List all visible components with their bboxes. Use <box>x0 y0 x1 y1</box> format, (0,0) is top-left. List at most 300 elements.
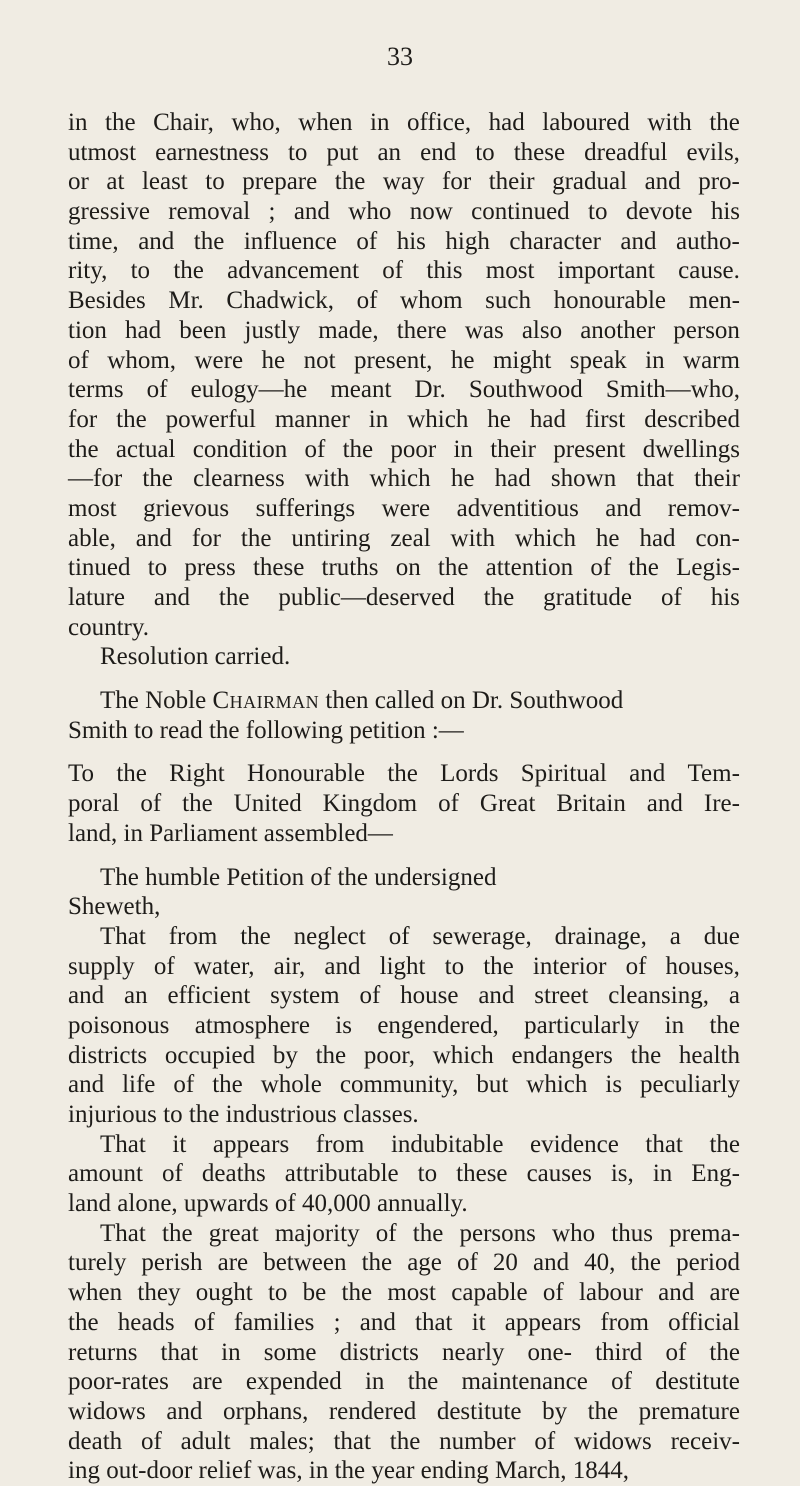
text-line <box>68 1159 740 1189</box>
word: and <box>646 790 683 818</box>
word: gratitude <box>543 584 633 611</box>
word: in <box>652 1160 673 1188</box>
word: their <box>490 435 537 463</box>
word: their <box>488 168 535 196</box>
word: these <box>456 1160 508 1188</box>
word: there <box>396 316 447 344</box>
word: of <box>356 227 378 255</box>
word: which <box>407 405 469 433</box>
word: one- <box>527 1338 572 1366</box>
word: of <box>611 1368 632 1396</box>
word: he <box>595 524 620 552</box>
word: warm <box>683 346 740 374</box>
word: health <box>678 1041 740 1069</box>
word: due <box>703 922 740 950</box>
word: able, <box>68 524 116 552</box>
word: rendered <box>328 1397 417 1425</box>
text-line <box>68 1397 740 1427</box>
word: of <box>162 1160 183 1188</box>
word: they <box>137 1279 181 1307</box>
word: age <box>407 1249 442 1277</box>
text-line <box>68 346 740 376</box>
word: these <box>513 138 566 166</box>
word: the <box>361 1249 393 1277</box>
word: the <box>407 1368 439 1396</box>
sheweth-line: Sheweth, <box>68 893 161 921</box>
word: also <box>521 316 563 344</box>
word: of <box>388 922 410 950</box>
word: are <box>192 1368 223 1396</box>
word: whole <box>260 1071 322 1099</box>
word: his <box>396 227 426 255</box>
word: 20 <box>492 1249 518 1277</box>
word: tion <box>68 316 107 344</box>
word: and <box>658 1279 695 1307</box>
word: capable <box>451 1279 528 1307</box>
chairman-line-2: Smith to read the following petition :— <box>68 716 464 744</box>
word: the <box>709 1338 740 1366</box>
word: the <box>709 1130 740 1158</box>
word: ; <box>333 1308 341 1336</box>
word: efficient <box>167 982 251 1010</box>
word: water, <box>193 952 255 980</box>
word: he <box>261 346 286 374</box>
word: —for <box>68 465 123 493</box>
word: to <box>147 554 168 582</box>
word: That <box>100 1130 146 1158</box>
text-line <box>68 583 740 613</box>
word: the <box>334 168 366 196</box>
word: of <box>68 346 89 374</box>
word: attention <box>485 554 574 582</box>
word: and <box>68 1071 105 1099</box>
word: put <box>326 138 359 166</box>
word: sewerage, <box>432 922 532 950</box>
word: Tem- <box>687 760 740 788</box>
word: That <box>100 1219 146 1247</box>
word: destitute <box>436 1397 522 1425</box>
word: Southwood <box>468 376 583 404</box>
word: nearly <box>441 1338 505 1366</box>
word: life <box>122 1071 156 1099</box>
word: from <box>315 1130 365 1158</box>
word: ought <box>195 1279 253 1307</box>
word: is <box>605 1071 623 1099</box>
word: removal <box>168 198 251 226</box>
text-line <box>68 789 740 819</box>
line-text: land alone, upwards of 40,000 annually. <box>68 1190 468 1218</box>
word: time, <box>68 227 119 255</box>
word: from <box>600 1308 649 1336</box>
word: some <box>263 1338 317 1366</box>
line-text: ing out-door relief was, in the year ending March, 1844, <box>68 1457 629 1485</box>
word: the <box>483 952 514 980</box>
word: Kingdom <box>322 790 418 818</box>
word: justly <box>244 316 301 344</box>
word: Chadwick, <box>226 287 335 315</box>
word: and <box>324 952 361 980</box>
word: the <box>709 1011 740 1039</box>
word: of <box>146 376 168 404</box>
word: labour <box>578 1279 643 1307</box>
word: and <box>605 494 642 522</box>
word: the <box>387 760 418 788</box>
word: on <box>395 554 421 582</box>
word: evils, <box>686 138 740 166</box>
word: evidence <box>529 1130 619 1158</box>
word: devote <box>625 198 693 226</box>
word: Great <box>479 790 536 818</box>
word: causes <box>526 1160 592 1188</box>
resolution-line: Resolution carried. <box>100 643 291 671</box>
text-line <box>68 922 740 952</box>
word: to <box>475 138 495 166</box>
word: actual <box>115 435 176 463</box>
text-line <box>68 1367 740 1397</box>
word: orphans, <box>222 1397 309 1425</box>
word: now <box>409 198 453 226</box>
word: the <box>315 1041 347 1069</box>
word: and <box>138 227 175 255</box>
word: of <box>542 1279 564 1307</box>
word: from <box>168 922 218 950</box>
word: to <box>205 168 225 196</box>
word: and <box>166 1397 203 1425</box>
text-line <box>68 1308 740 1338</box>
word: character <box>509 227 601 255</box>
word: poor-rates <box>68 1368 169 1396</box>
word: advancement <box>227 257 360 285</box>
word: districts <box>68 1041 148 1069</box>
word: third <box>595 1338 643 1366</box>
word: the <box>68 435 99 463</box>
word: tinued <box>68 554 131 582</box>
word: the <box>218 584 250 611</box>
word: whom, <box>107 346 177 374</box>
word: honourable <box>553 287 667 315</box>
word: Smith—who, <box>605 376 740 404</box>
text-line <box>68 197 740 227</box>
word: to <box>444 952 465 980</box>
word: had <box>488 109 525 136</box>
word: cause. <box>678 257 740 285</box>
petition-paragraph-2 <box>68 1130 740 1219</box>
word: maintenance <box>461 1368 588 1396</box>
word: was <box>464 316 504 344</box>
word: Dr. <box>414 376 446 404</box>
word: United <box>233 790 302 818</box>
word: that <box>160 1338 199 1366</box>
word: great <box>208 1219 259 1247</box>
word: his <box>710 198 740 226</box>
word: these <box>252 554 305 582</box>
text-line <box>68 375 740 405</box>
word: condition <box>192 435 288 463</box>
word: first <box>584 405 626 433</box>
word: widows <box>573 1427 652 1455</box>
word: he <box>450 465 475 493</box>
word: houses, <box>665 952 740 980</box>
word: the <box>437 554 469 582</box>
word: Mr. <box>168 287 204 315</box>
word: of <box>359 982 381 1010</box>
word: particularly <box>524 1011 640 1039</box>
word: for <box>442 168 472 196</box>
word: of <box>193 1308 215 1336</box>
word: which <box>526 1071 588 1099</box>
word: males; <box>249 1427 315 1455</box>
text-line <box>68 1130 740 1160</box>
word: official <box>668 1308 740 1336</box>
word: which <box>369 465 431 493</box>
text-line <box>68 405 740 435</box>
text-line <box>68 286 740 316</box>
word: cleansing, <box>608 982 709 1010</box>
word: atmosphere <box>194 1011 310 1039</box>
word: perish <box>141 1249 203 1277</box>
word: supply <box>68 952 135 980</box>
speech-paragraph <box>68 108 740 642</box>
word: had <box>125 316 162 344</box>
word: in <box>68 109 88 136</box>
word: a <box>669 922 681 950</box>
word: the <box>68 1308 99 1336</box>
word: the <box>587 1397 619 1425</box>
word: Ire- <box>703 790 740 818</box>
word: death <box>68 1427 123 1455</box>
word: of <box>153 952 175 980</box>
word: might <box>492 346 552 374</box>
text-line <box>68 759 740 789</box>
word: country. <box>68 613 149 641</box>
text-line <box>68 553 740 583</box>
word: 40, <box>584 1249 616 1277</box>
word: engendered, <box>377 1011 499 1039</box>
word: with <box>647 109 692 136</box>
word: number <box>439 1427 516 1455</box>
word: it <box>471 1308 486 1336</box>
word: are <box>217 1249 249 1277</box>
word: who, <box>231 109 281 136</box>
word: made, <box>318 316 379 344</box>
word: Honourable <box>247 760 366 788</box>
word: to <box>287 138 308 166</box>
word: laboured <box>542 109 630 136</box>
word: to <box>417 1160 438 1188</box>
word: and <box>620 227 657 255</box>
word: Spiritual <box>520 760 607 788</box>
text-line <box>68 1338 740 1368</box>
word: heads <box>117 1308 175 1336</box>
word: light <box>379 952 426 980</box>
word: had <box>639 524 676 552</box>
word: another <box>580 316 656 344</box>
word: at <box>106 168 125 196</box>
word: the <box>342 435 374 463</box>
word: and <box>532 1249 570 1277</box>
word: Eng- <box>691 1160 740 1188</box>
page-text <box>68 108 740 1486</box>
word: whom <box>400 287 463 315</box>
text-line <box>68 227 740 257</box>
word: it <box>172 1130 187 1158</box>
word: with <box>304 465 350 493</box>
word: is, <box>610 1160 634 1188</box>
word: rity, <box>68 257 108 285</box>
word: to <box>588 198 608 226</box>
word: of <box>438 790 459 818</box>
word: are <box>709 1279 740 1307</box>
word: been <box>179 316 227 344</box>
petition-paragraph-3 <box>68 1219 740 1486</box>
word: speak <box>569 346 627 374</box>
word: ; <box>268 198 276 226</box>
word: remov- <box>667 494 740 522</box>
word: in <box>364 1368 385 1396</box>
word: majority <box>274 1219 360 1247</box>
word: peculiarly <box>640 1071 740 1099</box>
word: poisonous <box>68 1011 170 1039</box>
word: end <box>420 138 457 166</box>
word: press <box>184 554 236 582</box>
word: public—deserved <box>278 584 455 611</box>
text-line <box>68 167 740 197</box>
text-line <box>68 494 740 524</box>
word: of <box>356 287 378 315</box>
word: continued <box>471 198 570 226</box>
word: dreadful <box>584 138 668 166</box>
word: a <box>728 982 740 1010</box>
text-line <box>68 464 740 494</box>
word: interior <box>532 952 607 980</box>
text-line <box>68 256 740 286</box>
word: air, <box>273 952 306 980</box>
word: for <box>191 524 221 552</box>
word: and <box>68 982 105 1010</box>
word: the <box>212 1071 243 1099</box>
word: appears <box>504 1308 582 1336</box>
word: Right <box>169 760 225 788</box>
word: to <box>267 1279 288 1307</box>
text-line <box>68 1100 740 1130</box>
word: in <box>221 1338 241 1366</box>
word: persons <box>459 1219 536 1247</box>
word: clearness <box>193 465 285 493</box>
word: and <box>153 584 190 611</box>
word: to <box>130 257 151 285</box>
word: an <box>377 138 402 166</box>
word: that <box>636 465 674 493</box>
word: most <box>68 494 117 522</box>
word: turely <box>68 1249 127 1277</box>
text-line <box>68 981 740 1011</box>
word: high <box>445 227 490 255</box>
word: the <box>173 257 204 285</box>
word: be <box>302 1279 327 1307</box>
word: were <box>381 494 431 522</box>
word: most <box>485 257 535 285</box>
word: of <box>590 554 612 582</box>
word: and <box>478 982 515 1010</box>
word: his <box>710 584 740 611</box>
word: expended <box>245 1368 342 1396</box>
word: the <box>630 1041 662 1069</box>
word: families <box>233 1308 315 1336</box>
word: earnestness <box>155 138 269 166</box>
word: when <box>298 109 353 136</box>
word: Chair, <box>153 109 214 136</box>
word: of <box>140 790 162 818</box>
word: had <box>529 405 566 433</box>
word: poor, <box>363 1041 415 1069</box>
word: zeal <box>390 524 431 552</box>
word: that <box>333 1427 371 1455</box>
word: Besides <box>68 287 146 315</box>
text-line <box>68 524 740 554</box>
text-line <box>68 108 740 138</box>
text-line <box>68 1456 740 1486</box>
word: widows <box>68 1397 146 1425</box>
word: who <box>552 1219 596 1247</box>
petition-title: The humble Petition of the undersigned <box>100 863 497 891</box>
word: terms <box>68 376 124 404</box>
word: this <box>426 257 463 285</box>
word: receiv- <box>670 1427 740 1455</box>
word: the <box>182 790 213 818</box>
line-text: land, in Parliament assembled— <box>68 819 393 847</box>
word: of <box>375 1219 397 1247</box>
word: the <box>240 922 271 950</box>
word: grievous <box>143 494 230 522</box>
word: adult <box>180 1427 231 1455</box>
word: that <box>415 1308 453 1336</box>
word: eulogy—he <box>190 376 308 404</box>
word: in <box>664 1011 685 1039</box>
word: prema- <box>669 1219 740 1247</box>
word: meant <box>330 376 392 404</box>
word: truths <box>321 554 379 582</box>
word: the <box>193 227 225 255</box>
word: that <box>645 1130 683 1158</box>
word: autho- <box>676 227 740 255</box>
word: were <box>194 346 244 374</box>
text-line <box>68 435 740 465</box>
word: lature <box>68 584 125 611</box>
text-line <box>68 138 740 168</box>
word: manner <box>274 405 350 433</box>
word: described <box>644 405 740 433</box>
word: office, <box>407 109 472 136</box>
page-number: 33 <box>387 42 413 71</box>
word: the <box>240 524 272 552</box>
word: when <box>68 1279 123 1307</box>
word: of <box>382 257 404 285</box>
chairman-line-1: The Noble Chairman then called on Dr. Southwood <box>100 687 624 715</box>
word: of <box>534 1427 556 1455</box>
word: of <box>660 584 682 611</box>
word: in <box>645 346 665 374</box>
text-line <box>68 1011 740 1041</box>
word: of <box>173 1071 195 1099</box>
text-line <box>68 1041 740 1071</box>
word: neglect <box>293 922 366 950</box>
word: system <box>270 982 340 1010</box>
word: period <box>676 1249 740 1277</box>
word: in <box>368 405 389 433</box>
word: drainage, <box>554 922 647 950</box>
word: most <box>387 1279 436 1307</box>
word: and <box>293 198 330 226</box>
